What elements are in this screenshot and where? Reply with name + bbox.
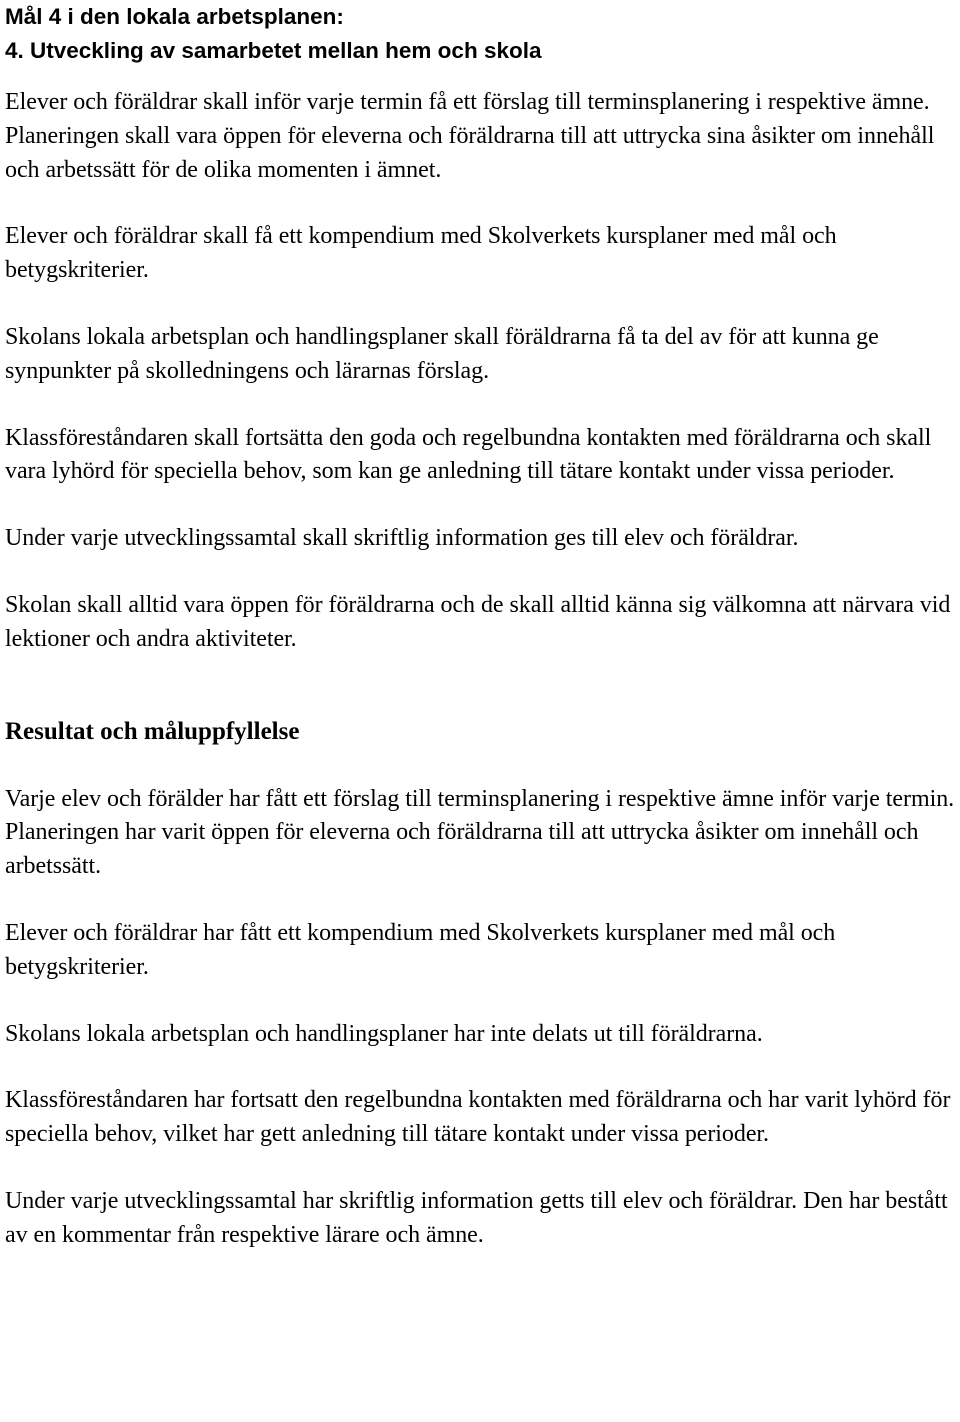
plan-paragraph-5: Under varje utvecklingssamtal skall skriftlig information ges till elev och föräldrar. — [5, 525, 799, 552]
document-page — [5, 0, 960, 1286]
results-paragraph-1: Varje elev och förälder har fått ett förslag till terminsplanering i respektive ämne inför varje termin. Planeringen har varit öppen för eleverna och föräldrarna till att uttrycka åsikter om innehåll och arbetssätt. — [5, 785, 955, 880]
results-paragraph-2: Elever och föräldrar har fått ett kompendium med Skolverkets kursplaner med mål och betygskriterier. — [5, 919, 836, 980]
plan-paragraph-2: Elever och föräldrar skall få ett kompendium med Skolverkets kursplaner med mål och betygskriterier. — [5, 223, 837, 284]
plan-paragraph-4: Klassföreståndaren skall fortsätta den goda och regelbundna kontakten med föräldrarna och skall vara lyhörd för speciella behov, som kan ge anledning till tätare kontakt under vissa perioder. — [5, 424, 932, 485]
plan-paragraph-6: Skolan skall alltid vara öppen för föräldrarna och de skall alltid känna sig välkomna att närvara vid lektioner och andra aktiviteter. — [5, 591, 951, 652]
goal-heading-line-1: Mål 4 i den lokala arbetsplanen: — [5, 4, 344, 29]
results-paragraph-3: Skolans lokala arbetsplan och handlingsplaner har inte delats ut till föräldrarna. — [5, 1020, 763, 1047]
plan-paragraph-1: Elever och föräldrar skall inför varje termin få ett förslag till terminsplanering i respektive ämne. Planeringen skall vara öppen för eleverna och föräldrarna till att uttrycka sina åsikter om innehåll och arbetssätt för de olika momenten i ämnet. — [5, 89, 935, 183]
results-heading: Resultat och måluppfyllelse — [5, 717, 300, 745]
goal-heading-line-2: 4. Utveckling av samarbetet mellan hem och skola — [5, 38, 542, 63]
plan-section — [5, 86, 960, 657]
results-section — [5, 783, 960, 1253]
plan-paragraph-3: Skolans lokala arbetsplan och handlingsplaner skall föräldrarna få ta del av för att kunna ge synpunkter på skolledningens och lärarnas förslag. — [5, 323, 879, 384]
results-paragraph-4: Klassföreståndaren har fortsatt den regelbundna kontakten med föräldrarna och har varit lyhörd för speciella behov, vilket har gett anledning till tätare kontakt under vissa perioder. — [5, 1087, 951, 1148]
results-paragraph-5: Under varje utvecklingssamtal har skriftlig information getts till elev och föräldrar. Den har bestått av en kommentar från respektive lärare och ämne. — [5, 1187, 948, 1248]
